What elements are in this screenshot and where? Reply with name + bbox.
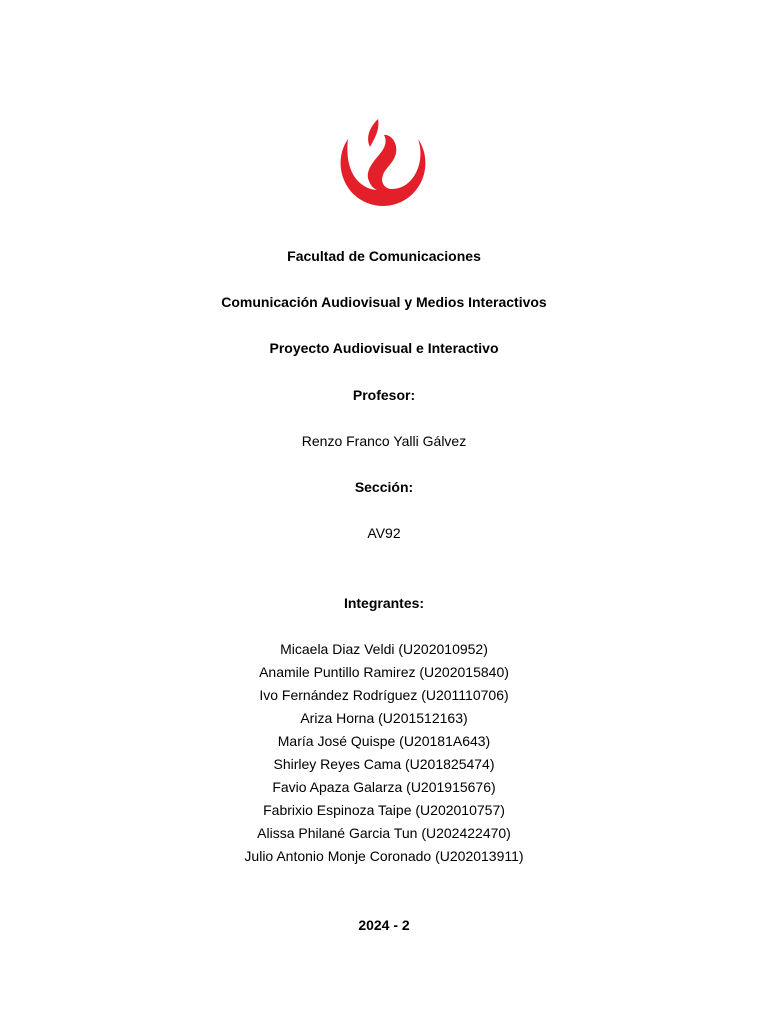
career-title: Comunicación Audiovisual y Medios Interactivos: [221, 294, 547, 310]
term-label: 2024 - 2: [358, 917, 410, 933]
list-item: Ariza Horna (U201512163): [300, 710, 468, 726]
section-value: AV92: [367, 525, 401, 541]
members-label: Integrantes:: [343, 595, 425, 611]
professor-name: Renzo Franco Yalli Gálvez: [301, 433, 467, 449]
list-item: Ivo Fernández Rodríguez (U201110706): [259, 687, 509, 703]
list-item: Julio Antonio Monje Coronado (U202013911): [244, 848, 524, 864]
section-label: Sección:: [354, 479, 414, 495]
list-item: Fabrixio Espinoza Taipe (U202010757): [263, 802, 505, 818]
professor-label: Profesor:: [352, 387, 416, 403]
list-item: María José Quispe (U20181A643): [277, 733, 491, 749]
list-item: Favio Apaza Galarza (U201915676): [272, 779, 496, 795]
course-title: Proyecto Audiovisual e Interactivo: [269, 340, 499, 356]
list-item: Shirley Reyes Cama (U201825474): [273, 756, 495, 772]
faculty-title: Facultad de Comunicaciones: [287, 248, 481, 264]
flame-logo-icon: [334, 117, 432, 209]
list-item: Anamile Puntillo Ramirez (U202015840): [259, 664, 509, 680]
list-item: Alissa Philané Garcia Tun (U202422470): [257, 825, 511, 841]
list-item: Micaela Diaz Veldi (U202010952): [280, 641, 488, 657]
